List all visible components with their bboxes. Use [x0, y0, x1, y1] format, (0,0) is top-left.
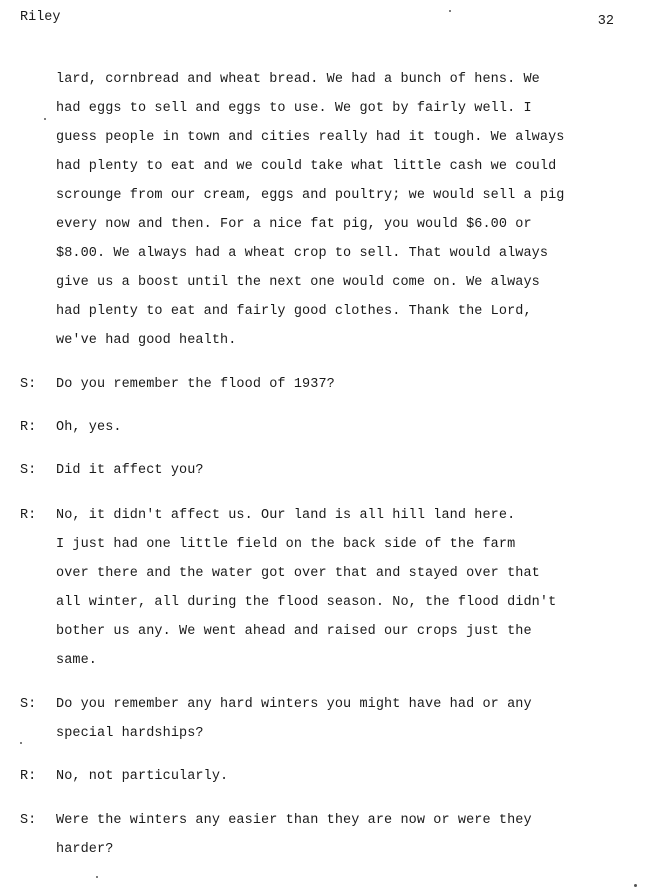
scan-speck [96, 876, 98, 878]
speaker-label: R: [20, 508, 37, 523]
continuation-paragraph [56, 65, 616, 355]
scan-speck [44, 118, 46, 120]
text-line: had plenty to eat and fairly good clothes. Thank the Lord, [56, 304, 532, 319]
text-line: No, not particularly. [56, 769, 229, 784]
answer-paragraph [56, 413, 616, 442]
speaker-label: S: [20, 697, 37, 712]
text-line: No, it didn't affect us. Our land is all hill land here. [56, 508, 516, 523]
question-paragraph [56, 456, 616, 485]
question-paragraph [56, 806, 616, 864]
speaker-label: R: [20, 420, 37, 435]
text-line: had eggs to sell and eggs to use. We got by fairly well. I [56, 101, 532, 116]
text-line: $8.00. We always had a wheat crop to sell. That would always [56, 246, 549, 261]
text-line: we've had good health. [56, 333, 237, 348]
text-line: Oh, yes. [56, 420, 122, 435]
text-line: Were the winters any easier than they are now or were they [56, 813, 532, 828]
text-line: lard, cornbread and wheat bread. We had a bunch of hens. We [56, 72, 540, 87]
scan-speck [449, 10, 451, 12]
text-line: same. [56, 653, 98, 668]
speaker-label: R: [20, 769, 37, 784]
text-line: bother us any. We went ahead and raised our crops just the [56, 624, 532, 639]
text-line: over there and the water got over that and stayed over that [56, 566, 540, 581]
speaker-label: S: [20, 813, 37, 828]
scan-speck [634, 884, 637, 887]
page-number: 32 [597, 14, 614, 29]
question-paragraph [56, 690, 616, 748]
text-line: special hardships? [56, 726, 204, 741]
text-line: Did it affect you? [56, 463, 204, 478]
text-line: had plenty to eat and we could take what little cash we could [56, 159, 557, 174]
text-line: guess people in town and cities really had it tough. We always [56, 130, 565, 145]
question-paragraph [56, 370, 616, 399]
text-line: I just had one little field on the back side of the farm [56, 537, 516, 552]
answer-paragraph [56, 762, 616, 791]
text-line: Do you remember any hard winters you might have had or any [56, 697, 532, 712]
text-line: Do you remember the flood of 1937? [56, 377, 335, 392]
interviewee-name: Riley [20, 10, 61, 25]
text-line: harder? [56, 842, 114, 857]
scan-speck [20, 742, 22, 744]
speaker-label: S: [20, 463, 37, 478]
text-line: every now and then. For a nice fat pig, you would $6.00 or [56, 217, 532, 232]
text-line: scrounge from our cream, eggs and poultry; we would sell a pig [56, 188, 565, 203]
speaker-label: S: [20, 377, 37, 392]
text-line: all winter, all during the flood season. No, the flood didn't [56, 595, 557, 610]
text-line: give us a boost until the next one would come on. We always [56, 275, 540, 290]
answer-paragraph [56, 501, 616, 675]
